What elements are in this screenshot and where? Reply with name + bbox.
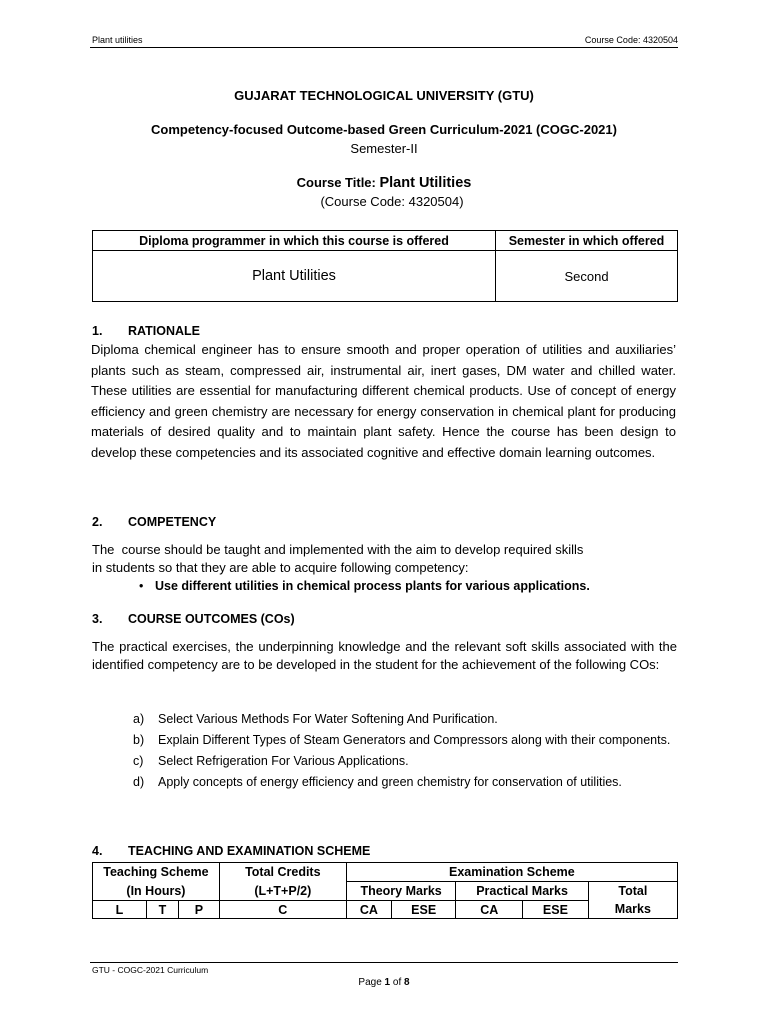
header-rule [90, 47, 678, 48]
examination-scheme-label: Examination Scheme [346, 863, 677, 882]
rationale-heading [92, 324, 200, 338]
course-code-line: (Course Code: 4320504) [320, 194, 464, 209]
university-title: GUJARAT TECHNOLOGICAL UNIVERSITY (GTU) [234, 88, 534, 103]
rationale-number: 1. [92, 324, 103, 338]
competency-heading-text: COMPETENCY [128, 515, 217, 529]
footer-rule [90, 962, 678, 963]
course-outcomes-heading-text: COURSE OUTCOMES (COs) [128, 612, 295, 626]
total-credits-label: Total Credits [219, 863, 346, 882]
competency-statement: Use different utilities in chemical process plants for various applications. [155, 579, 590, 593]
course-outcome-item [133, 732, 673, 748]
competency-number: 2. [92, 515, 103, 529]
course-outcome-mark: c) [133, 754, 144, 768]
course-outcome-text: Select Refrigeration For Various Applications. [158, 754, 409, 768]
programme-table [92, 230, 678, 302]
practical-ese-column: ESE [523, 901, 589, 919]
theory-ca-column: CA [346, 901, 391, 919]
theory-marks-label: Theory Marks [346, 882, 456, 901]
curriculum-title: Competency-focused Outcome-based Green Curriculum-2021 (COGC-2021) [151, 122, 617, 137]
teaching-scheme-table [92, 862, 678, 919]
footer-curriculum: GTU - COGC-2021 Curriculum [92, 965, 209, 975]
page-total: 8 [404, 977, 410, 988]
header-course-code: Course Code: 4320504 [584, 35, 678, 45]
teaching-scheme-label: Teaching Scheme [93, 863, 220, 882]
lecture-column: L [93, 901, 147, 919]
course-outcomes-heading [92, 612, 295, 626]
bullet-icon: • [139, 579, 144, 593]
course-outcome-item [133, 753, 673, 769]
total-label: Total [588, 882, 677, 901]
course-outcomes-list [133, 711, 673, 795]
practical-column: P [179, 901, 220, 919]
semester-offered-header: Semester in which offered [496, 231, 678, 251]
tutorial-column: T [146, 901, 178, 919]
teaching-scheme-number: 4. [92, 844, 103, 858]
course-title-value: Plant Utilities [379, 175, 472, 191]
course-outcome-mark: b) [133, 733, 145, 747]
marks-label: Marks [588, 901, 677, 919]
teaching-scheme-heading-text: TEACHING AND EXAMINATION SCHEME [128, 844, 371, 858]
competency-line-2: in students so that they are able to acquire following competency: [92, 560, 469, 575]
practical-ca-column: CA [456, 901, 523, 919]
course-title-label: Course Title: [296, 175, 380, 190]
competency-heading [92, 515, 216, 529]
rationale-heading-text: RATIONALE [128, 324, 200, 338]
page-of: of [390, 977, 405, 988]
in-hours-label: (In Hours) [93, 882, 220, 901]
course-title [0, 175, 768, 191]
credits-formula: (L+T+P/2) [219, 882, 346, 901]
course-outcome-item [133, 711, 673, 727]
teaching-scheme-heading [92, 844, 370, 858]
programme-value: Plant Utilities [93, 251, 496, 302]
page-current: 1 [384, 977, 391, 988]
course-outcome-item [133, 774, 673, 790]
rationale-text: Diploma chemical engineer has to ensure smooth and proper operation of utilities and auxiliaries’ plants such as steam, compressed air, instrumental air, inert gases, DM water and chilled water. These utilities are essential for manufacturing different chemical products. Use of concept of energy efficiency and green chemistry are necessary for energy conservation in chemical plant for producing materials of desired quality and to maintain plant safety. Hence the course has been design to develop these competencies and its associated cognitive and effective domain learning outcomes. [91, 342, 676, 460]
course-outcome-text: Select Various Methods For Water Softening And Purification. [158, 712, 498, 726]
course-outcome-mark: d) [133, 775, 145, 789]
credits-column: C [219, 901, 346, 919]
semester-offered-value: Second [496, 251, 678, 302]
course-outcome-mark: a) [133, 712, 145, 726]
course-outcomes-intro: The practical exercises, the underpinning knowledge and the relevant soft skills associated with the identified competency are to be developed in the student for the achievement of the following COs: [92, 639, 677, 672]
course-outcome-text: Explain Different Types of Steam Generators and Compressors along with their components. [158, 733, 671, 747]
header-left: Plant utilities [92, 35, 143, 45]
course-outcomes-number: 3. [92, 612, 103, 626]
course-outcome-text: Apply concepts of energy efficiency and green chemistry for conservation of utilities. [158, 775, 622, 789]
practical-marks-label: Practical Marks [456, 882, 588, 901]
page-prefix: Page [358, 977, 385, 988]
theory-ese-column: ESE [391, 901, 456, 919]
semester-label: Semester-II [350, 141, 418, 156]
programme-header: Diploma programmer in which this course is offered [93, 231, 496, 251]
competency-line-1: The course should be taught and implemented with the aim to develop required skills [92, 542, 584, 557]
page-number [0, 977, 768, 988]
